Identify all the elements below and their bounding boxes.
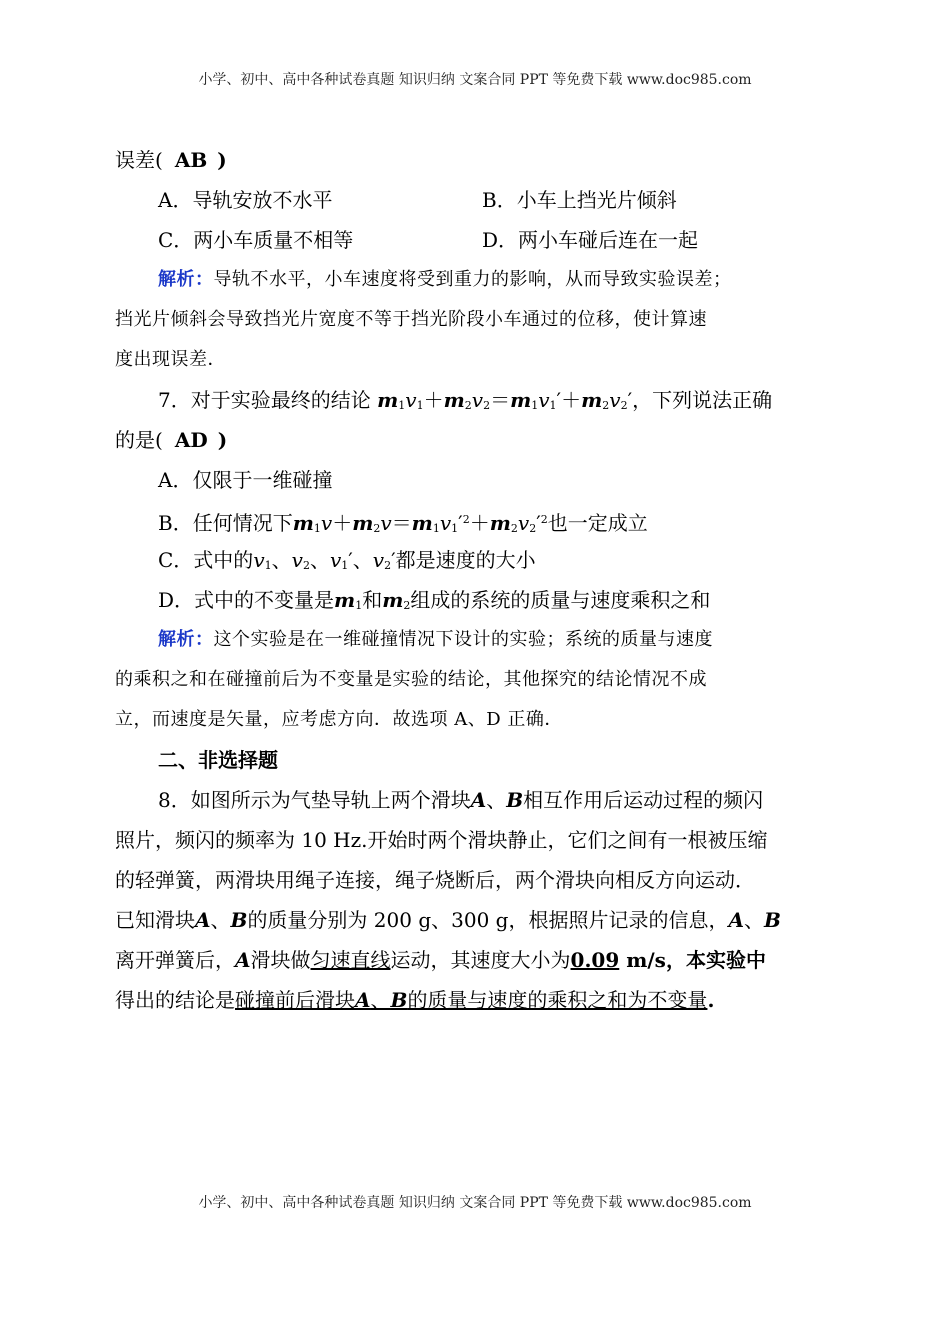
q8-l5-a: 离开弹簧后，: [115, 948, 235, 972]
q8-l4-var-b: B: [230, 908, 248, 932]
q7-explanation-2: 的乘积之和在碰撞前后为不变量是实验的结论，其他探究的结论情况不成: [115, 669, 707, 690]
q8-sep: 、: [486, 788, 507, 812]
q8-l1-end: 相互作用后运动过程的频闪: [523, 788, 764, 812]
q8-ans3a: 碰撞前后滑块: [235, 988, 355, 1012]
q7-option-d: D．式中的不变量是$m_1$和$m_2$组成的系统的质量与速度乘积之和: [158, 588, 711, 612]
q8-l1: 8．如图所示为气垫导轨上两个滑块: [158, 788, 471, 812]
q7-line2-text: 的是(: [115, 428, 163, 452]
page-footer: 小学、初中、高中各种试卷真题 知识归纳 文案合同 PPT 等免费下载 www.doc985.com: [198, 1195, 752, 1211]
q7-stem-text: 7．对于实验最终的结论: [158, 388, 371, 412]
q8-l4-a: 已知滑块: [115, 908, 195, 932]
q7-explanation-3: 立，而速度是矢量，应考虑方向．故选项 A、D 正确．: [115, 709, 563, 730]
q8-line-4: [115, 900, 837, 940]
q8-line-5: [115, 940, 837, 980]
q8-l4-sep: 、: [210, 908, 231, 932]
q7-stem-tail: ，下列说法正确: [632, 388, 773, 412]
q7-answer: AD: [174, 428, 208, 452]
q7-option-c-post: 都是速度的大小: [395, 548, 536, 572]
q8-l5-b: 滑块做: [250, 948, 311, 972]
q6-explanation-text-1: 导轨不水平，小车速度将受到重力的影响，从而导致实验误差；: [213, 269, 732, 290]
q7-stem: [115, 380, 837, 420]
q7-option-d-pre: D．式中的不变量是: [158, 588, 335, 612]
page-header: 小学、初中、高中各种试卷真题 知识归纳 文案合同 PPT 等免费下载 www.doc985.com: [198, 72, 752, 88]
q8-l6-end: .: [707, 988, 715, 1012]
q8-l4-sep2: 、: [744, 908, 764, 932]
q8-answer-3: [235, 988, 707, 1012]
q8-line-3: 的轻弹簧，两滑块用绳子连接，绳子烧断后，两个滑块向相反方向运动．: [115, 868, 755, 892]
q8-l6-var-b: B: [390, 988, 408, 1012]
q8-ans3b: 的质量与速度的乘积之和为不变量: [407, 988, 708, 1012]
q6-stem-tail: [115, 140, 837, 180]
q6-explanation-3: 度出现误差．: [115, 349, 226, 370]
q8-line-1: [115, 780, 837, 820]
section-title: 二、非选择题: [158, 748, 278, 772]
q8-l5-var-a: A: [235, 948, 251, 972]
q7-stem-line-2: [115, 420, 837, 460]
q8-l4-var-a: A: [195, 908, 211, 932]
q6-stem-text: 误差(: [115, 148, 163, 172]
q6-option-a: A．导轨安放不水平: [158, 188, 333, 212]
q6-option-d: D．两小车碰后连在一起: [482, 228, 699, 252]
q6-explanation-1: [115, 260, 837, 300]
q7-option-d-post: 组成的系统的质量与速度乘积之和: [410, 588, 711, 612]
q8-l4-var-a2: A: [728, 908, 744, 932]
q8-l5-c: 运动，其速度大小为: [390, 948, 571, 972]
q7-close: ): [217, 428, 228, 452]
q8-answer-2: 0.09: [570, 948, 620, 972]
q7-formula: $m_1v_1+m_2v_2=m_1v_1'+m_2v_2'$: [377, 388, 633, 412]
q8-l6-var-a: A: [355, 988, 371, 1012]
q7-option-b: [115, 500, 837, 540]
q6-option-c: C．两小车质量不相等: [158, 228, 354, 252]
q7-option-c-vars: $v_1$、$v_2$、$v_1'$、$v_2'$: [253, 548, 396, 572]
q6-option-b: B．小车上挡光片倾斜: [482, 188, 677, 212]
q7-option-d-mid: 和: [362, 588, 383, 612]
q8-answer-1: 匀速直线: [310, 948, 391, 972]
document-body: [115, 140, 837, 1020]
q7-option-c-pre: C．式中的: [158, 548, 254, 572]
q8-line-2: 照片，频闪的频率为 10 Hz.开始时两个滑块静止，它们之间有一根被压缩: [115, 828, 768, 852]
q8-l5-d: m/s，本实验中: [619, 948, 766, 972]
q8-var-a: A: [470, 788, 487, 812]
q7-option-c: [115, 540, 837, 580]
q6-options-row-1: [115, 180, 837, 220]
q8-line-6: [115, 980, 837, 1020]
q8-l6-sep: 、: [370, 988, 391, 1012]
q7-explanation-label: 解析：: [158, 629, 214, 650]
q7-option-b-post: 也一定成立: [547, 511, 648, 535]
q7-explanation-1: [115, 620, 837, 660]
q8-l6-a: 得出的结论是: [115, 988, 235, 1012]
q6-explanation-label: 解析：: [158, 269, 214, 290]
q6-explanation-2: 挡光片倾斜会导致挡光片宽度不等于挡光阶段小车通过的位移，使计算速: [115, 309, 707, 330]
q7-option-b-formula: $m_1v+m_2v=m_1v_1'^2+m_2v_2'^2$: [292, 511, 548, 535]
q6-answer: AB: [174, 148, 208, 172]
q7-explanation-text-1: 这个实验是在一维碰撞情况下设计的实验；系统的质量与速度: [213, 629, 713, 650]
q7-option-a: A．仅限于一维碰撞: [158, 468, 333, 492]
q8-l4-var-b2: B: [764, 908, 781, 932]
q6-options-row-2: [115, 220, 837, 260]
q6-close: ): [217, 148, 227, 172]
q8-var-b: B: [506, 788, 524, 812]
q8-l4-b: 的质量分别为 200 g、300 g，根据照片记录的信息，: [247, 908, 729, 932]
q7-option-b-pre: B．任何情况下: [158, 511, 293, 535]
